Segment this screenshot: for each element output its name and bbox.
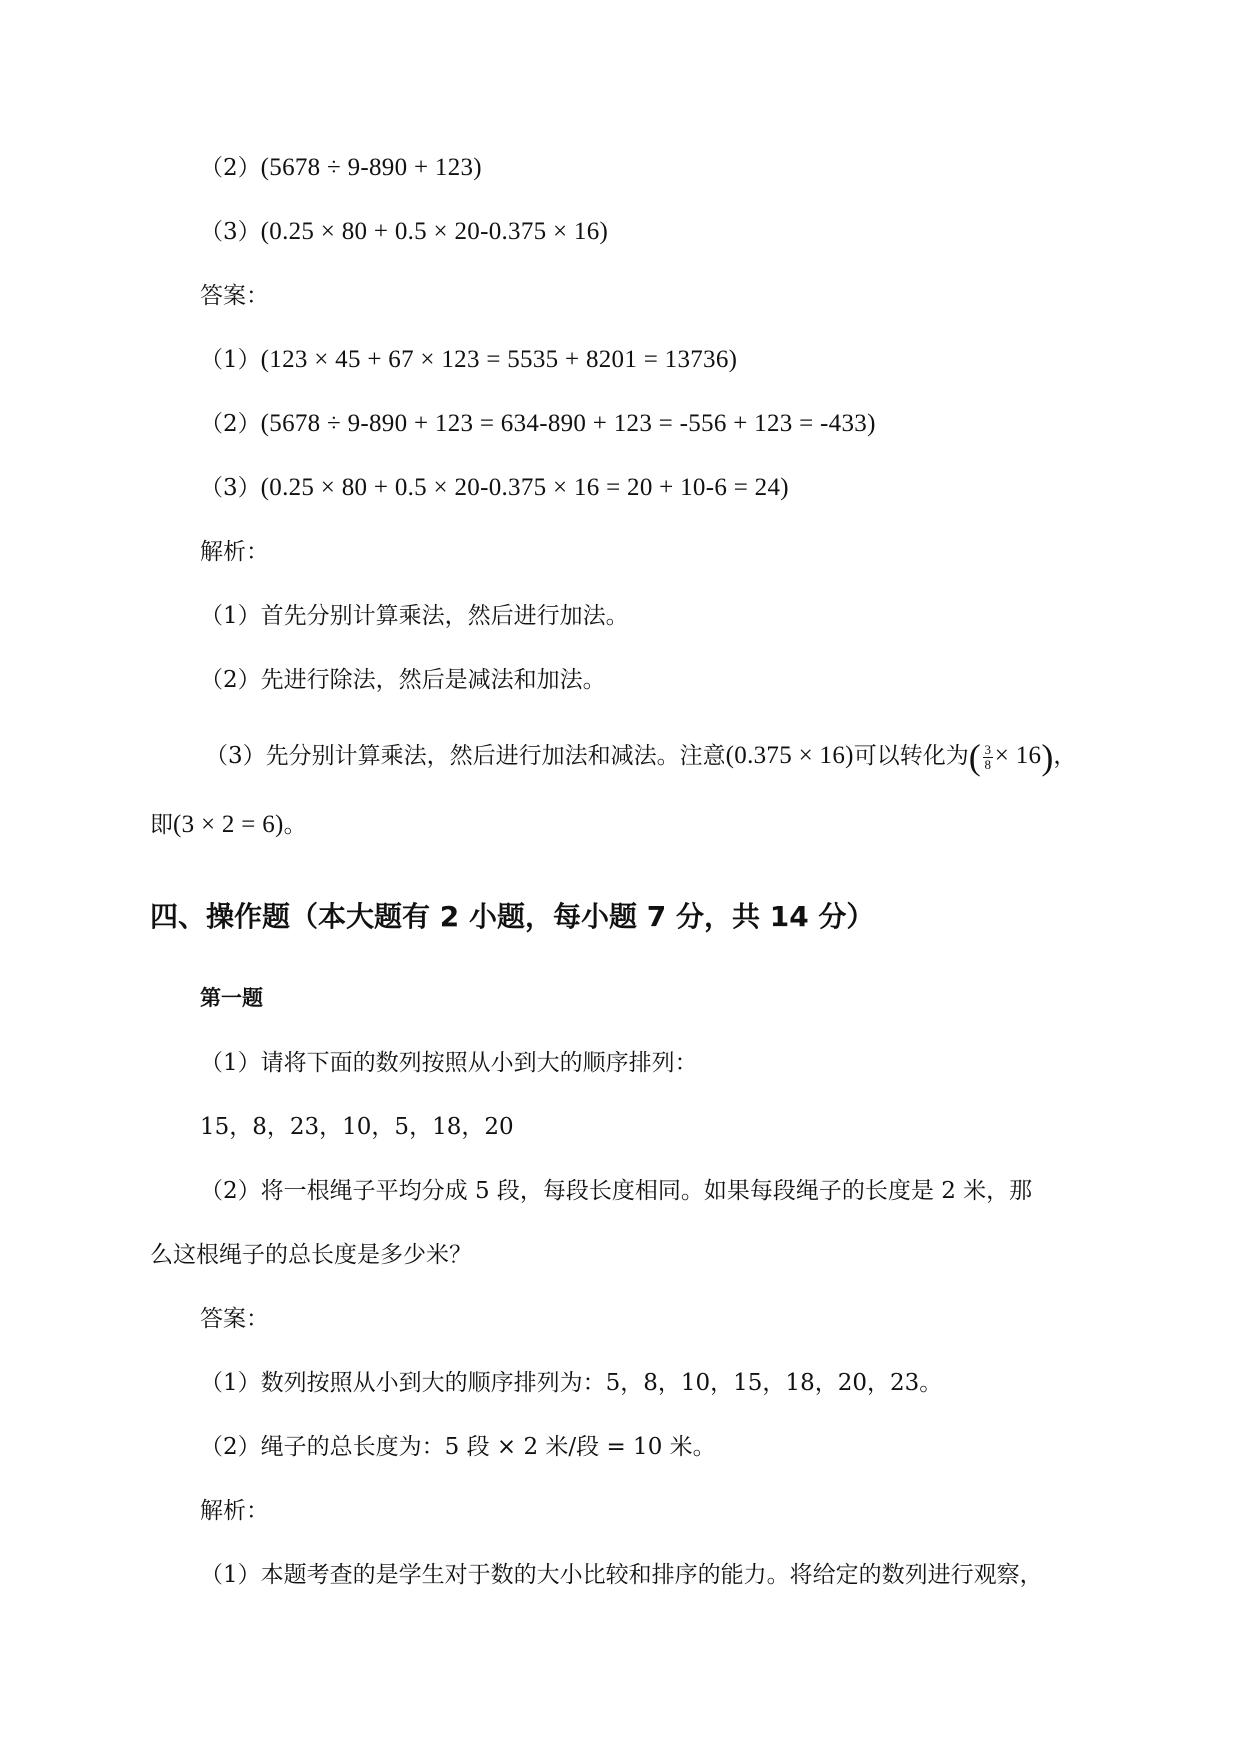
question-3 <box>200 216 608 248</box>
analysis-3-text: （3）先分别计算乘法，然后进行加法和减法。注意 <box>205 743 726 769</box>
analysis-3-cont-end: 。 <box>283 812 307 838</box>
question-3-expression: (0.25 × 80 + 0.5 × 20-0.375 × 16) <box>260 218 609 245</box>
answer-3 <box>200 472 789 504</box>
op-answer-1: （1）数列按照从小到大的顺序排列为：5，8，10，15，18，20，23。 <box>200 1370 943 1396</box>
answer-3-expression: (0.25 × 80 + 0.5 × 20-0.375 × 16 = 20 + 10-6 = 24) <box>260 474 789 501</box>
analysis-3-mid-text: 可以转化为 <box>853 743 969 769</box>
fraction-tail-expression: × 16 <box>994 742 1042 769</box>
analysis-3-cont-prefix: 即 <box>150 812 173 838</box>
op-question-2-line-2: 么这根绳子的总长度是多少米？ <box>150 1242 472 1268</box>
answer-1 <box>200 344 737 376</box>
op-analysis-1: （1）本题考查的是学生对于数的大小比较和排序的能力。将给定的数列进行观察， <box>200 1562 1043 1588</box>
fraction-denominator: 8 <box>984 756 991 772</box>
analysis-label: 解析： <box>200 539 269 565</box>
fraction-numerator: 3 <box>984 741 991 757</box>
analysis-3-end-punct: ， <box>1053 743 1077 769</box>
analysis-1: （1）首先分别计算乘法，然后进行加法。 <box>200 603 629 629</box>
right-paren-symbol: ) <box>1041 737 1054 777</box>
question-title: 第一题 <box>200 986 263 1010</box>
answer-2 <box>200 408 876 440</box>
answer-3-label: （3） <box>200 475 261 501</box>
left-paren-symbol: ( <box>968 737 981 777</box>
question-3-label: （3） <box>200 219 261 245</box>
question-2 <box>200 152 482 184</box>
answer-1-expression: (123 × 45 + 67 × 123 = 5535 + 8201 = 13736) <box>260 346 738 373</box>
op-answer-2: （2）绳子的总长度为：5 段 × 2 米/段 = 10 米。 <box>200 1434 716 1460</box>
question-2-expression: (5678 ÷ 9-890 + 123) <box>260 154 482 181</box>
analysis-3-cont-expression: (3 × 2 = 6) <box>173 811 284 838</box>
answer-label: 答案： <box>200 283 269 309</box>
question-2-label: （2） <box>200 155 261 181</box>
op-answer-label: 答案： <box>200 1306 269 1332</box>
op-analysis-label: 解析： <box>200 1498 269 1524</box>
op-question-2-line-1: （2）将一根绳子平均分成 5 段，每段长度相同。如果每段绳子的长度是 2 米，那 <box>200 1178 1033 1204</box>
analysis-3-continuation <box>150 809 307 841</box>
analysis-3-expression: (0.375 × 16) <box>725 742 854 769</box>
section-4-heading: 四、操作题（本大题有 2 小题，每小题 7 分，共 14 分） <box>150 900 875 933</box>
op-question-1: （1）请将下面的数列按照从小到大的顺序排列： <box>200 1050 698 1076</box>
answer-1-label: （1） <box>200 347 261 373</box>
analysis-3 <box>205 737 1077 777</box>
fraction-three-eighths <box>983 743 993 772</box>
answer-2-label: （2） <box>200 411 261 437</box>
answer-2-expression: (5678 ÷ 9-890 + 123 = 634-890 + 123 = -556 + 123 = -433) <box>260 410 876 437</box>
number-sequence: 15，8，23，10，5，18，20 <box>200 1114 514 1140</box>
analysis-2: （2）先进行除法，然后是减法和加法。 <box>200 667 606 693</box>
